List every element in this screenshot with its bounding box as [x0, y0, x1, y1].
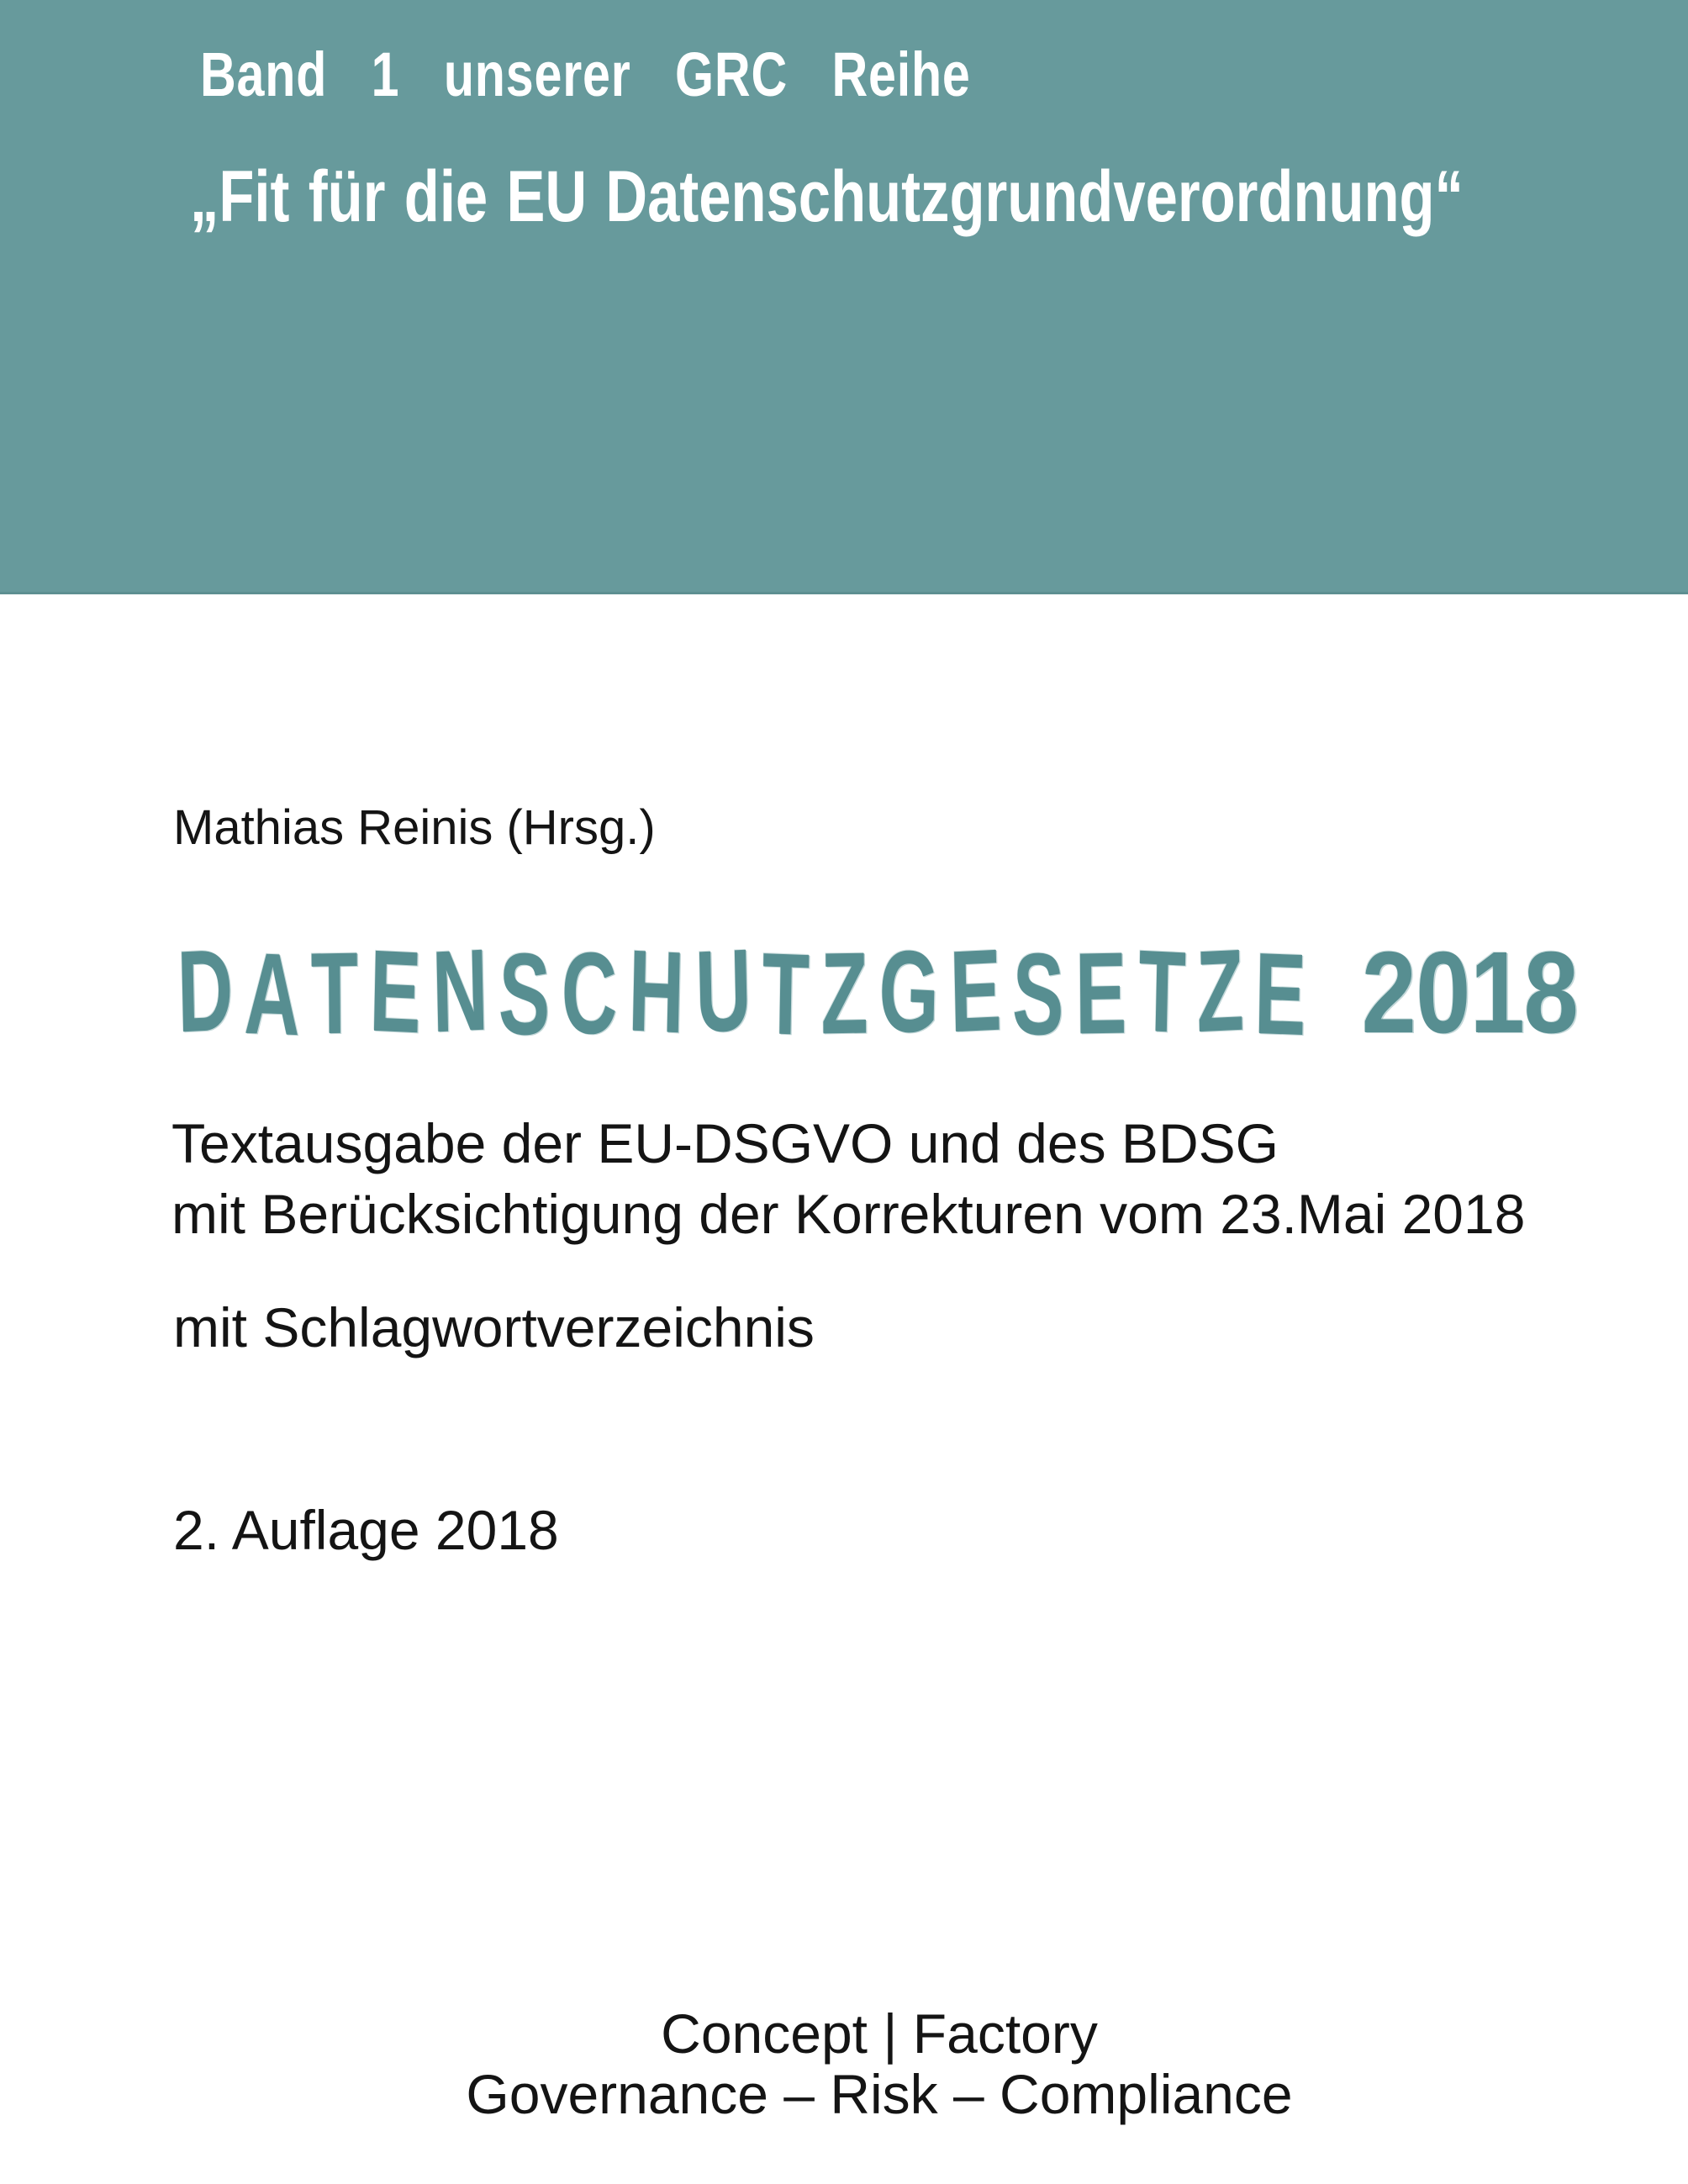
- publisher-line-1: Concept | Factory: [661, 2002, 1098, 2065]
- header-band: [0, 0, 1688, 594]
- subtitle-line-1: Textausgabe der EU-DSGVO und des BDSG: [171, 1112, 1279, 1174]
- subtitle-line-2: mit Berücksichtigung der Korrekturen vom 23.Mai 2018: [171, 1183, 1526, 1245]
- edition-line: 2. Auflage 2018: [173, 1499, 559, 1561]
- subtitle-line-3: mit Schlagwortverzeichnis: [173, 1296, 815, 1358]
- book-title: DATENSCHUTZGESETZE 2018: [176, 925, 1580, 1061]
- publisher-line-2: Governance – Risk – Compliance: [466, 2063, 1293, 2125]
- subtitle-block: [171, 1108, 1525, 1249]
- series-quote: „Fit für die EU Datenschutzgrundverordnung“: [190, 156, 1464, 237]
- publisher-block: [71, 2003, 1688, 2124]
- author-line: Mathias Reinis (Hrsg.): [173, 800, 656, 855]
- series-label: Band 1 unserer GRC Reihe: [200, 40, 971, 109]
